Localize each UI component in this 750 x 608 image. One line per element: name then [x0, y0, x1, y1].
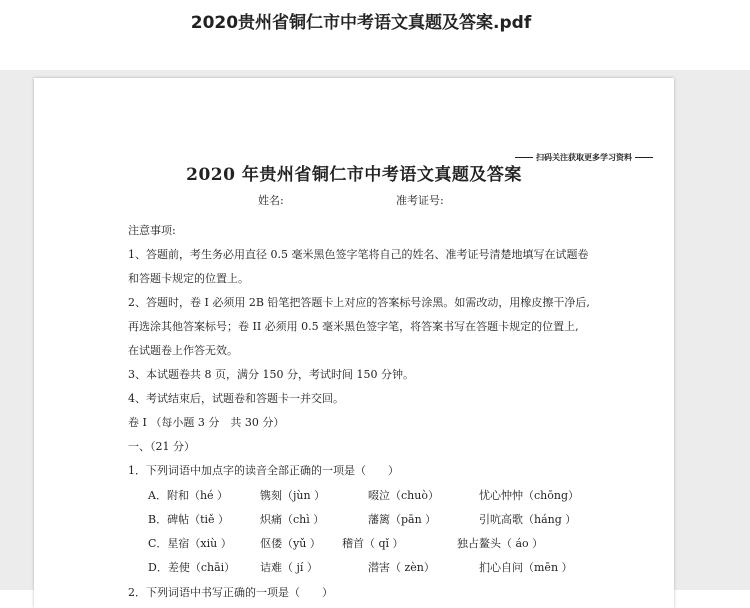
text-line: 1、答题前，考生务必用直径 0.5 毫米黑色签字笔将自己的姓名、准考证号清楚地填写在试题卷 — [128, 248, 589, 261]
option-b-2: 炽痛（chì ） — [260, 513, 325, 526]
notice-heading: 注意事项: — [128, 224, 176, 237]
option-a-2: 镌刻（jùn ） — [260, 489, 326, 502]
pdf-viewer[interactable] — [0, 70, 750, 599]
option-c-3: 稽首（ qǐ ） — [342, 537, 404, 550]
text-line: 3、本试题卷共 8 页，满分 150 分，考试时间 150 分钟。 — [128, 368, 414, 381]
question-text: 1．下列词语中加点字的读音全部正确的一项是（ ） — [128, 464, 399, 477]
option-a-4: 忧心忡忡（chōng） — [479, 489, 579, 502]
option-c-4: 独占鳌头（ áo ） — [457, 537, 544, 550]
text-line: 2、答题时，卷 I 必须用 2B 铅笔把答题卡上对应的答案标号涂黑。如需改动，用橡皮擦干净后, — [128, 296, 590, 309]
option-d-1: D．差使（chāi） — [148, 561, 236, 574]
section-heading: 一、（21 分） — [128, 440, 195, 453]
file-title: 2020贵州省铜仁市中考语文真题及答案.pdf — [190, 13, 532, 33]
option-c-1: C．星宿（xiù ） — [148, 537, 232, 550]
text-line: 和答题卡规定的位置上。 — [128, 272, 249, 285]
option-a-1: A．附和（hé ） — [148, 489, 229, 502]
option-d-3: 潜害（ zèn） — [368, 561, 435, 574]
text-line: 再选涂其他答案标号；卷 II 必须用 0.5 毫米黑色签字笔，将答案书写在答题卡规定的位置上, — [128, 320, 579, 333]
section-heading: 卷 I （每小题 3 分 共 30 分） — [128, 416, 285, 429]
exam-number-label: 准考证号: — [396, 194, 444, 207]
option-b-1: B．碑帖（tiě ） — [148, 513, 230, 526]
text-line: 在试题卷上作答无效。 — [128, 344, 238, 357]
option-a-3: 啜泣（chuò） — [368, 489, 439, 502]
name-label: 姓名: — [258, 194, 284, 207]
question-text: 2．下列词语中书写正确的一项是（ ） — [128, 586, 333, 599]
text-line: 4、考试结束后，试题卷和答题卡一并交回。 — [128, 392, 344, 405]
side-note: 扫码关注获取更多学习资料 — [512, 152, 656, 163]
pdf-page — [34, 78, 674, 608]
option-b-4: 引吭高歌（háng ） — [479, 513, 577, 526]
document-title: 2020 年贵州省铜仁市中考语文真题及答案 — [186, 165, 522, 185]
option-b-3: 藩篱（pān ） — [368, 513, 437, 526]
option-c-2: 伛偻（yǔ ） — [260, 537, 321, 550]
viewer-header — [0, 0, 750, 70]
option-d-4: 扪心自问（mēn ） — [479, 561, 573, 574]
option-d-2: 诘难（ jí ） — [260, 561, 318, 574]
